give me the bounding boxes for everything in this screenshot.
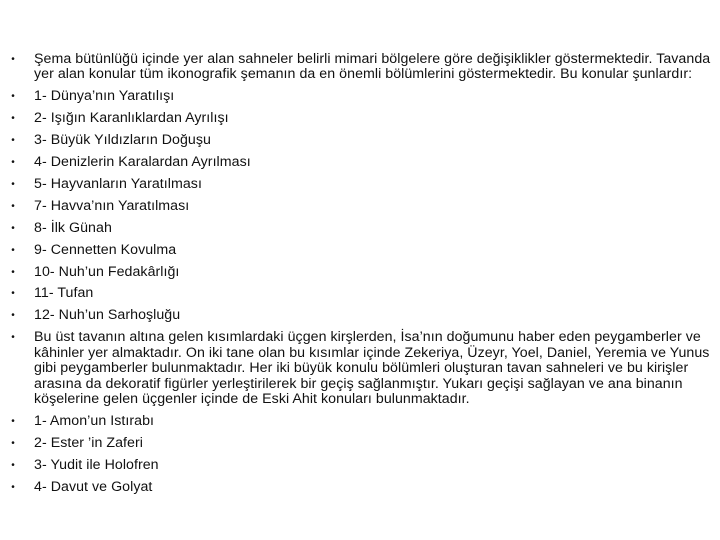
bullet-icon: • [11, 222, 15, 234]
list-item-text: 5- Hayvanların Yaratılması [34, 175, 202, 192]
list-item-text: 2- Işığın Karanlıklardan Ayrılışı [34, 110, 229, 127]
list-item-text: 10- Nuh’un Fedakârlığı [34, 263, 180, 280]
bullet-icon: • [11, 244, 15, 256]
list-item-text: 12- Nuh’un Sarhoşluğu [34, 307, 181, 324]
list-item-text: 11- Tufan [34, 285, 94, 302]
list-item [6, 177, 716, 192]
list-item-text: 3- Yudit ile Holofren [34, 456, 159, 473]
bullet-icon: • [11, 288, 15, 300]
bullet-icon: • [11, 415, 15, 427]
list-item [6, 52, 716, 83]
list-item [6, 221, 716, 236]
list-item-text: 1- Amon’un Istırabı [34, 412, 155, 429]
list-item [6, 111, 716, 126]
list-item-text: Bu üst tavanın altına gelen kısımlardaki üçgen kirşlerden, İsa’nın doğumunu haber eden peygamberler ve kâhinler yer almaktadır. On iki tane olan bu kısımlar içinde Zekeriya, Üzeyr, Yoel, Daniel, Yeremia ve Yunus gibi peygamberler bulunmaktadır. Her iki büyük konulu bölümleri oluşturan tavan sahneleri ve bu kirişler arasına da dekoratif figürler yerleştirilerek bir geçiş sağlanmıştır. Yukarı geçişi sağlayan ve ana binanın köşelerine gelen üçgenler içinde de Eski Ahit konuları bulunmaktadır. [34, 329, 710, 407]
list-item-text: 1- Dünya’nın Yaratılışı [34, 88, 175, 105]
list-item-text: Şema bütünlüğü içinde yer alan sahneler belirli mimari bölgelere göre değişiklikler göstermektedir. Tavanda yer alan konular tüm ikonografik şemanın da en önemli bölümlerini göstermektedir. Bu konular şunlardır: [34, 51, 711, 83]
list-item [6, 436, 716, 451]
bullet-icon: • [11, 332, 15, 344]
list-item [6, 458, 716, 473]
list-item [6, 243, 716, 258]
bullet-icon: • [11, 178, 15, 190]
list-item [6, 199, 716, 214]
list-item-text: 9- Cennetten Kovulma [34, 241, 177, 258]
list-item [6, 133, 716, 148]
bullet-list [6, 52, 716, 501]
list-item [6, 330, 716, 407]
list-item-text: 4- Davut ve Golyat [34, 478, 153, 495]
list-item [6, 308, 716, 323]
list-item-text: 4- Denizlerin Karalardan Ayrılması [34, 154, 251, 171]
bullet-icon: • [11, 459, 15, 471]
list-item [6, 155, 716, 170]
list-item-text: 8- İlk Günah [34, 219, 112, 236]
list-item [6, 286, 716, 301]
bullet-icon: • [11, 113, 15, 125]
bullet-icon: • [11, 54, 15, 65]
list-item-text: 2- Ester ’in Zaferi [34, 434, 143, 451]
list-item [6, 414, 716, 429]
bullet-icon: • [11, 135, 15, 147]
bullet-icon: • [11, 310, 15, 322]
bullet-icon: • [11, 437, 15, 449]
bullet-icon: • [11, 200, 15, 212]
list-item-text: 3- Büyük Yıldızların Doğuşu [34, 132, 211, 149]
bullet-icon: • [11, 266, 15, 278]
list-item [6, 480, 716, 495]
list-item [6, 89, 716, 104]
bullet-icon: • [11, 481, 15, 493]
list-item [6, 265, 716, 280]
bullet-icon: • [11, 157, 15, 169]
bullet-icon: • [11, 91, 15, 103]
list-item-text: 7- Havva’nın Yaratılması [34, 197, 190, 214]
